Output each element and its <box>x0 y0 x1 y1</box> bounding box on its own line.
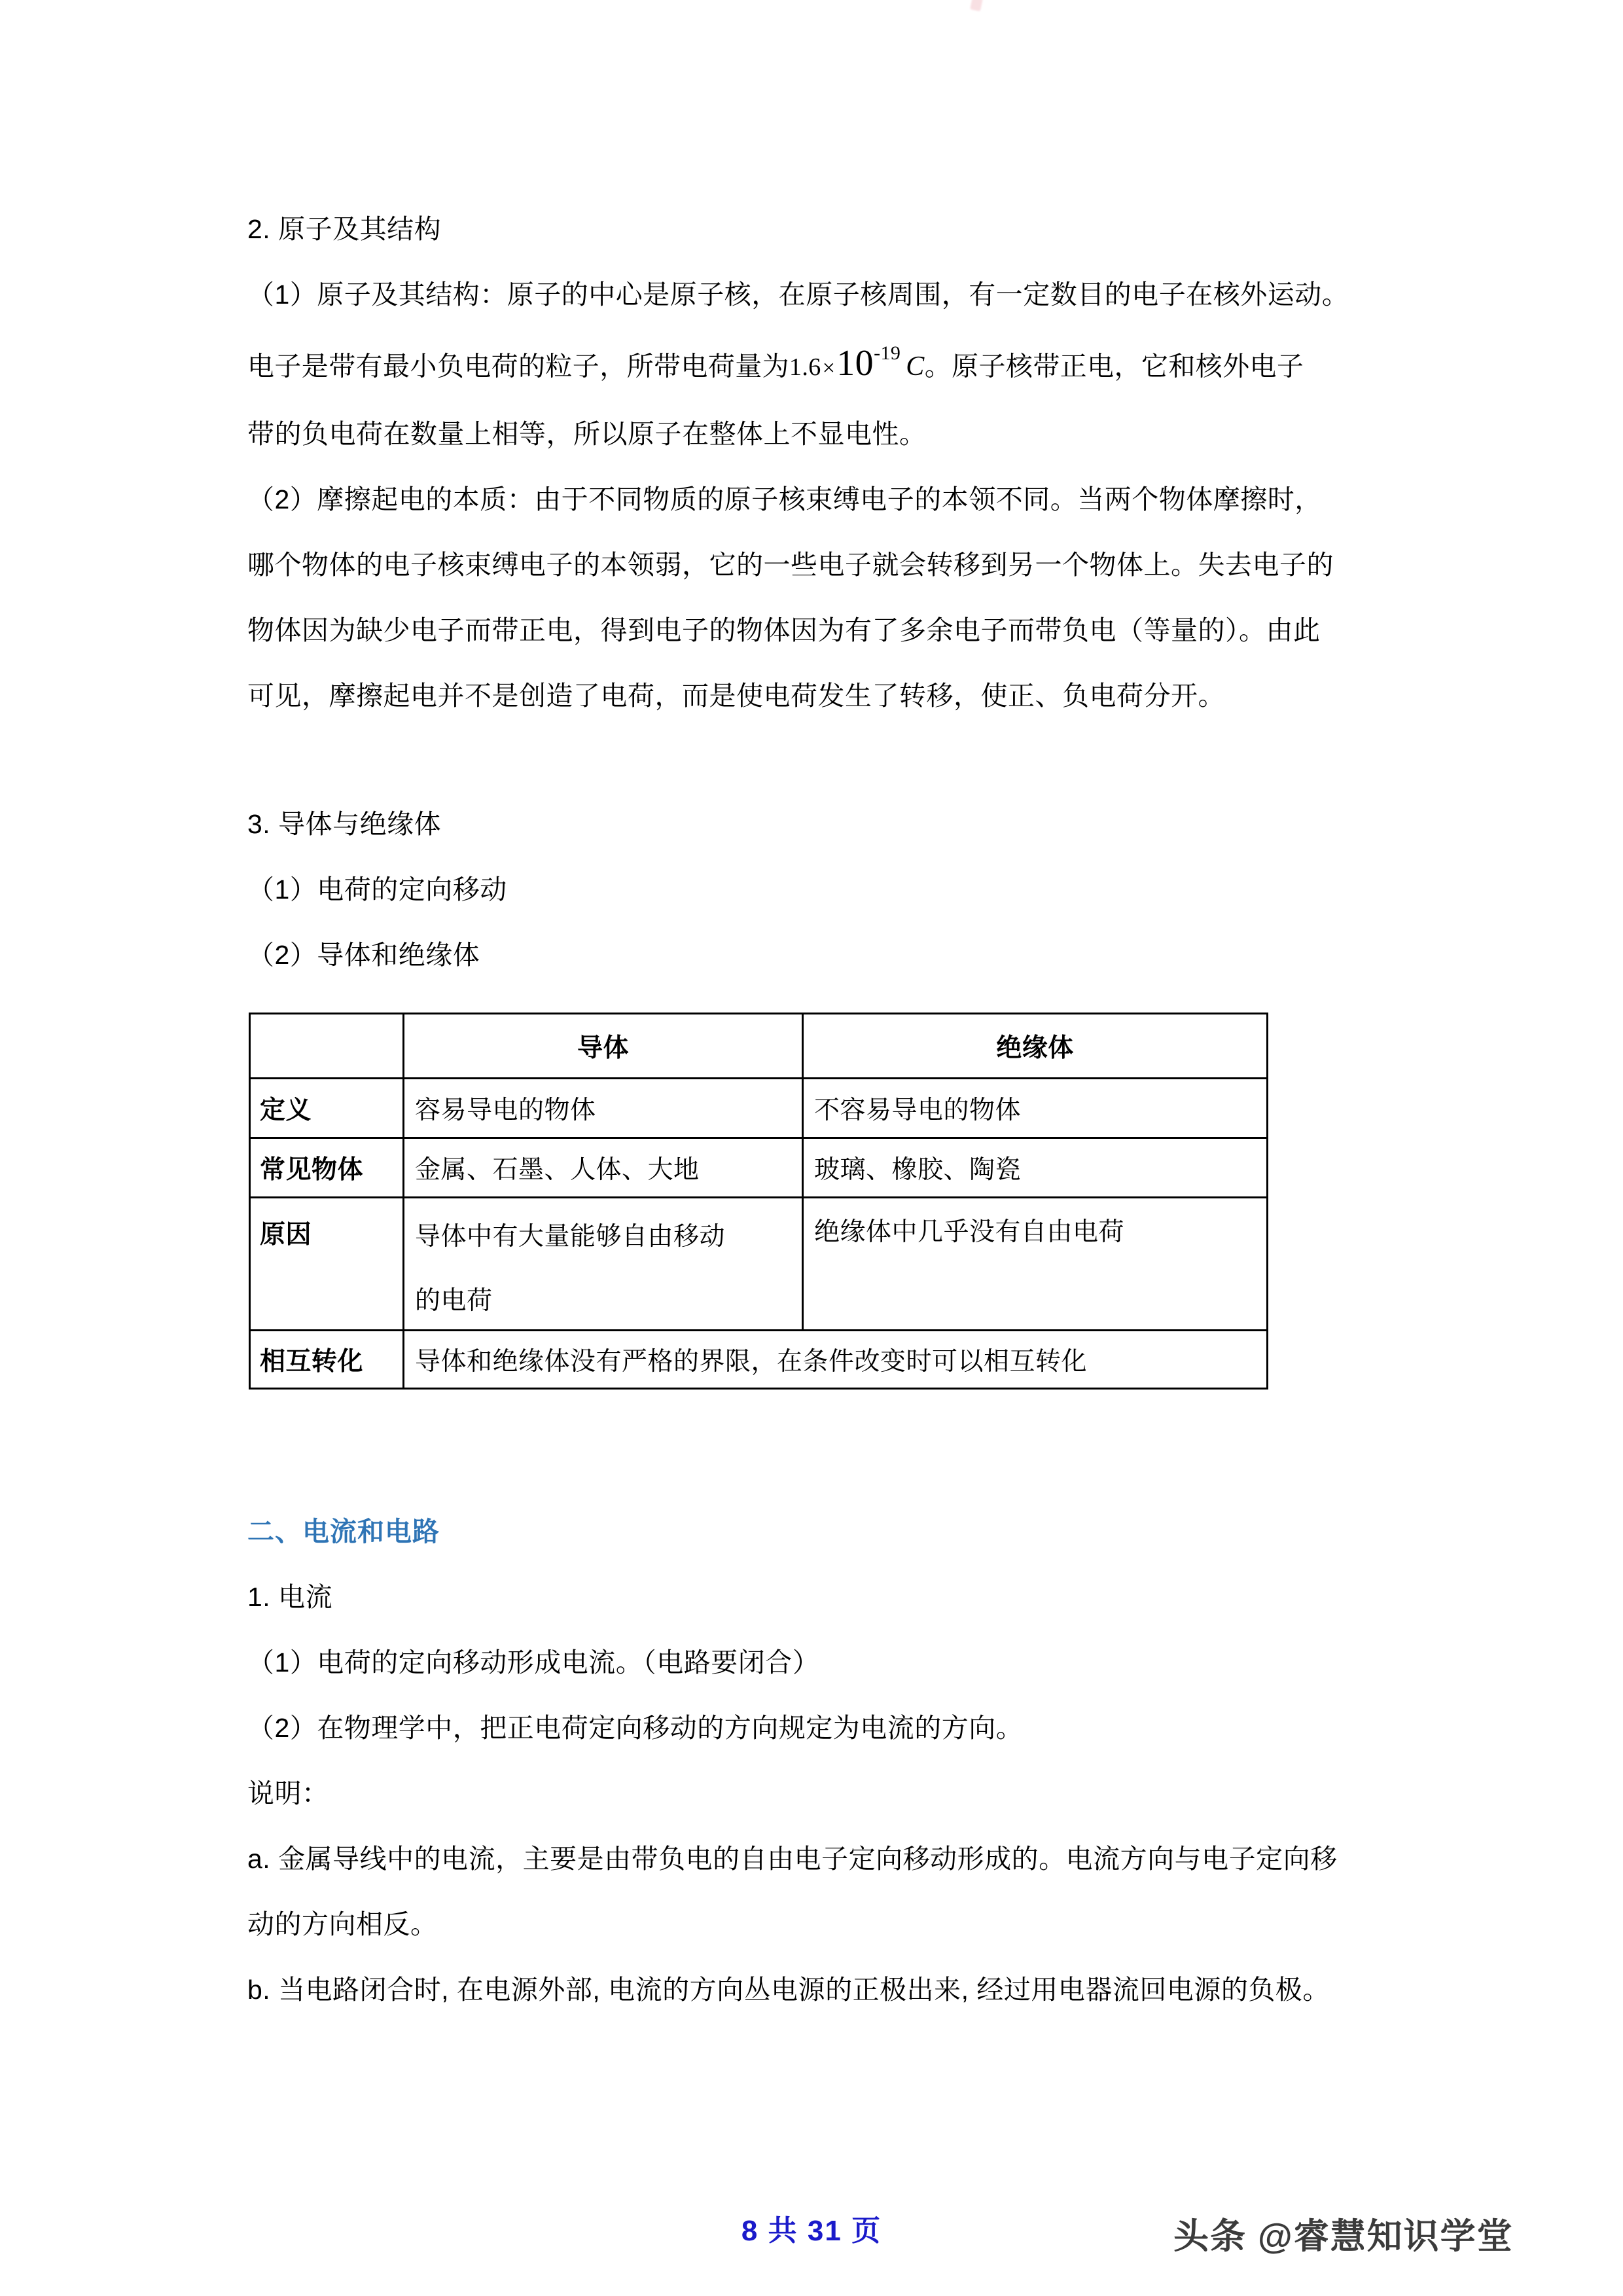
section-current-note-b: b. 当电路闭合时, 在电源外部, 电流的方向丛电源的正极出来, 经过用电器流回电源的负极。 <box>247 1975 1330 2005</box>
table-col-header-insulator: 绝缘体 <box>803 1014 1268 1079</box>
section-current-item-2: （2）在物理学中，把正电荷定向移动的方向规定为电流的方向。 <box>247 1713 1024 1743</box>
table-row-label-definition: 定义 <box>250 1079 404 1138</box>
formula-exponent: -19 <box>874 342 901 364</box>
reason-conductor-line-1: 导体中有大量能够自由移动 <box>415 1223 726 1251</box>
table-row-label-common-objects: 常见物体 <box>250 1138 404 1198</box>
section-current-note-a-line-2: 动的方向相反。 <box>247 1909 438 1939</box>
table-cell-definition-conductor: 容易导电的物体 <box>404 1079 803 1138</box>
table-col-header-conductor: 导体 <box>404 1014 803 1079</box>
section-blue-heading: 二、电流和电路 <box>247 1516 440 1547</box>
table-row <box>250 1198 1268 1331</box>
conductor-insulator-table <box>249 1013 1268 1390</box>
conductor-insulator-table-wrap <box>249 1013 1266 1390</box>
footer-page-of: 共 <box>768 2215 798 2247</box>
formula-times-sign: × <box>822 356 836 381</box>
table-cell-mutual-conversion: 导体和绝缘体没有严格的界限，在条件改变时可以相互转化 <box>404 1331 1268 1389</box>
table-row <box>250 1331 1268 1389</box>
table-row <box>250 1079 1268 1138</box>
footer-page-current: 8 <box>741 2215 759 2247</box>
charge-formula <box>789 342 925 384</box>
section-current-note-label: 说明： <box>247 1778 329 1808</box>
section-2-item-2-line-1: （2）摩擦起电的本质：由于不同物质的原子核束缚电子的本领不同。当两个物体摩擦时， <box>247 484 1322 515</box>
document-body <box>247 196 1386 988</box>
watermark-text: 头条 @睿慧知识学堂 <box>1173 2217 1514 2256</box>
table-header-row <box>250 1014 1268 1079</box>
table-cell-reason-conductor <box>404 1198 803 1331</box>
pink-smudge-artifact <box>970 0 983 11</box>
document-body-lower <box>247 1499 1386 2022</box>
table-row <box>250 1138 1268 1198</box>
section-2-item-1-line-1: （1）原子及其结构：原子的中心是原子核，在原子核周围，有一定数目的电子在核外运动。 <box>247 279 1349 310</box>
table-cell-reason-insulator: 绝缘体中几乎没有自由电荷 <box>803 1198 1268 1331</box>
section-2-item-2-line-2: 哪个物体的电子核束缚电子的本领弱，它的一些电子就会转移到另一个物体上。失去电子的 <box>247 550 1334 581</box>
table-row-label-mutual-conversion: 相互转化 <box>250 1331 404 1389</box>
table-corner-cell <box>250 1014 404 1079</box>
section-2-heading: 2. 原子及其结构 <box>247 214 442 244</box>
reason-conductor-line-2: 的电荷 <box>415 1287 493 1315</box>
footer-page-total: 31 <box>807 2215 842 2247</box>
table-row-label-reason: 原因 <box>250 1198 404 1331</box>
item-1-line-2-text-a: 电子是带有最小负电荷的粒子，所带电荷量为 <box>247 351 789 382</box>
footer-page-unit: 页 <box>851 2215 882 2247</box>
section-current-item-1: （1）电荷的定向移动形成电流。（电路要闭合） <box>247 1647 820 1677</box>
table-cell-definition-insulator: 不容易导电的物体 <box>803 1079 1268 1138</box>
spacer <box>247 728 1386 791</box>
formula-unit: C <box>906 351 925 382</box>
section-2-item-1-line-3: 带的负电荷在数量上相等，所以原子在整体上不显电性。 <box>247 419 927 450</box>
table-cell-objects-conductor: 金属、石墨、人体、大地 <box>404 1138 803 1198</box>
table-cell-objects-insulator: 玻璃、橡胶、陶瓷 <box>803 1138 1268 1198</box>
section-current-heading: 1. 电流 <box>247 1582 333 1612</box>
section-2-item-2-line-4: 可见，摩擦起电并不是创造了电荷，而是使电荷发生了转移，使正、负电荷分开。 <box>247 681 1225 711</box>
section-3-item-1: （1）电荷的定向移动 <box>247 874 507 905</box>
section-2-item-2-line-3: 物体因为缺少电子而带正电，得到电子的物体因为有了多余电子而带负电（等量的）。由此 <box>247 615 1321 646</box>
section-3-item-2: （2）导体和绝缘体 <box>247 940 480 971</box>
section-2-item-1-line-2 <box>247 327 1386 401</box>
formula-coefficient: 1.6 <box>789 353 821 382</box>
section-3-heading: 3. 导体与绝缘体 <box>247 809 442 840</box>
section-current-note-a-line-1: a. 金属导线中的电流，主要是由带负电的自由电子定向移动形成的。电流方向与电子定向移 <box>247 1844 1338 1874</box>
item-1-line-2-text-b: 。原子核带正电，它和核外电子 <box>924 351 1304 382</box>
formula-base: 10 <box>836 343 874 384</box>
